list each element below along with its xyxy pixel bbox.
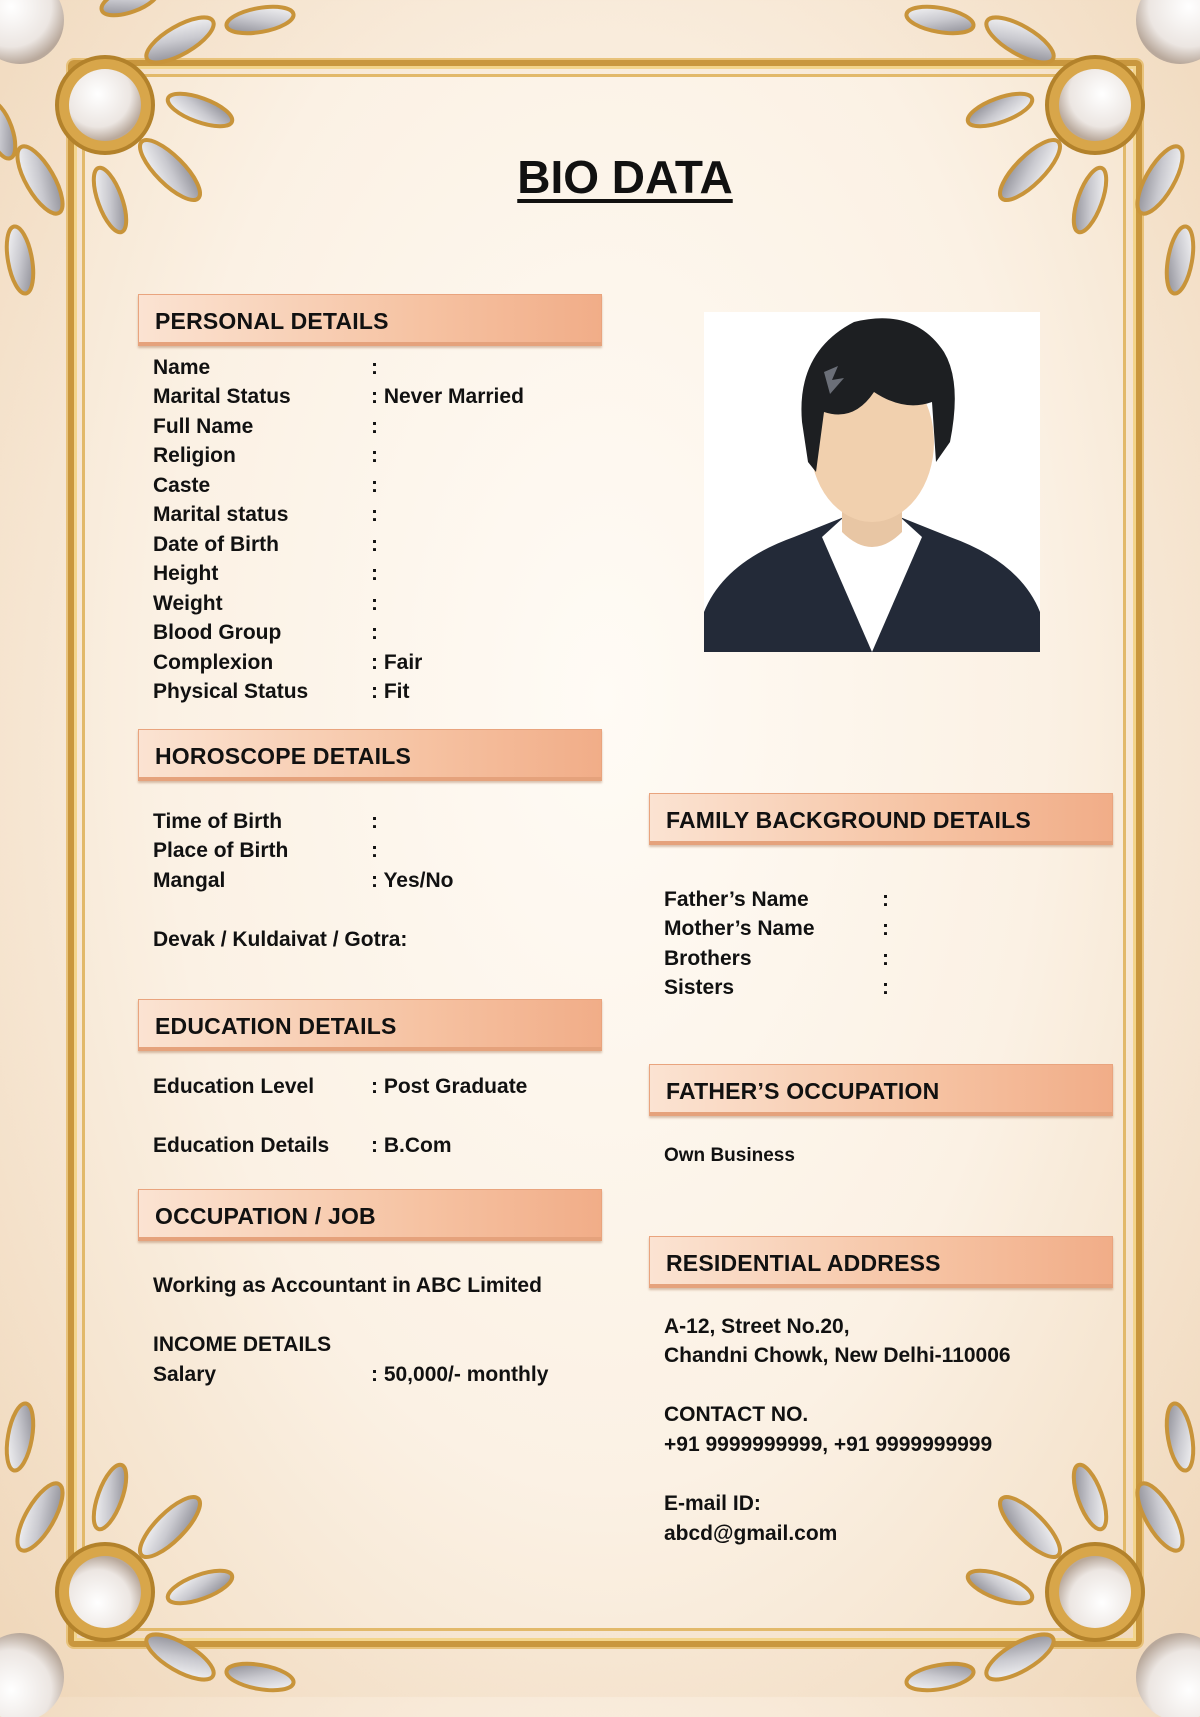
- address-line-1: A-12, Street No.20,: [664, 1315, 850, 1338]
- father-occupation-heading: FATHER’S OCCUPATION: [649, 1064, 1113, 1116]
- education-details-heading: EDUCATION DETAILS: [138, 999, 602, 1051]
- email-value: abcd@gmail.com: [664, 1522, 838, 1545]
- field-value: : Never Married: [371, 385, 524, 408]
- field-label: Salary: [153, 1363, 217, 1386]
- profile-photo: [704, 312, 1040, 652]
- field-value: :: [371, 415, 378, 438]
- field-value: : Yes/No: [371, 869, 454, 892]
- field-value: :: [371, 503, 378, 526]
- field-value: :: [371, 474, 378, 497]
- field-label: Blood Group: [153, 621, 282, 644]
- field-label: Marital Status: [153, 385, 291, 408]
- field-label: Marital status: [153, 503, 289, 526]
- gotra-field: Devak / Kuldaivat / Gotra:: [153, 928, 408, 951]
- field-label: Religion: [153, 444, 236, 467]
- field-value: :: [371, 562, 378, 585]
- field-value: : Post Graduate: [371, 1075, 528, 1098]
- field-label: Weight: [153, 592, 223, 615]
- field-label: Complexion: [153, 651, 274, 674]
- field-value: : B.Com: [371, 1134, 452, 1157]
- address-line-2: Chandni Chowk, New Delhi-110006: [664, 1344, 1011, 1367]
- field-value: :: [371, 839, 378, 862]
- page-title: BIO DATA: [517, 151, 733, 203]
- field-value: :: [882, 947, 889, 970]
- occupation-heading: OCCUPATION / JOB: [138, 1189, 602, 1241]
- horoscope-details-heading: HOROSCOPE DETAILS: [138, 729, 602, 781]
- field-label: Name: [153, 356, 211, 379]
- field-label: Mother’s Name: [664, 917, 815, 940]
- field-value: :: [371, 621, 378, 644]
- income-details-heading: INCOME DETAILS: [153, 1333, 332, 1356]
- field-value: :: [882, 888, 889, 911]
- field-value: : 50,000/- monthly: [371, 1363, 549, 1386]
- field-label: Height: [153, 562, 219, 585]
- field-label: Education Details: [153, 1134, 330, 1157]
- family-background-heading: FAMILY BACKGROUND DETAILS: [649, 793, 1113, 845]
- field-label: Father’s Name: [664, 888, 809, 911]
- person-avatar-icon: [704, 312, 1040, 652]
- field-value: :: [371, 533, 378, 556]
- personal-details-heading: PERSONAL DETAILS: [138, 294, 602, 346]
- field-label: Time of Birth: [153, 810, 283, 833]
- field-value: :: [882, 917, 889, 940]
- field-value: : Fair: [371, 651, 423, 674]
- email-heading: E-mail ID:: [664, 1492, 761, 1515]
- contact-value: +91 9999999999, +91 9999999999: [664, 1433, 993, 1456]
- field-label: Sisters: [664, 976, 735, 999]
- field-value: :: [371, 444, 378, 467]
- field-value: : Fit: [371, 680, 410, 703]
- field-label: Date of Birth: [153, 533, 279, 556]
- field-label: Brothers: [664, 947, 752, 970]
- field-label: Education Level: [153, 1075, 315, 1098]
- job-description: Working as Accountant in ABC Limited: [153, 1274, 542, 1297]
- field-label: Mangal: [153, 869, 226, 892]
- field-value: :: [371, 810, 378, 833]
- jewel-corner-ornament-icon: [0, 1387, 310, 1717]
- field-value: :: [371, 592, 378, 615]
- field-value: :: [371, 356, 378, 379]
- contact-heading: CONTACT NO.: [664, 1403, 809, 1426]
- residential-address-heading: RESIDENTIAL ADDRESS: [649, 1236, 1113, 1288]
- field-value: :: [882, 976, 889, 999]
- field-label: Physical Status: [153, 680, 309, 703]
- field-label: Full Name: [153, 415, 254, 438]
- father-occupation-value: Own Business: [664, 1145, 795, 1166]
- field-label: Place of Birth: [153, 839, 289, 862]
- field-label: Caste: [153, 474, 211, 497]
